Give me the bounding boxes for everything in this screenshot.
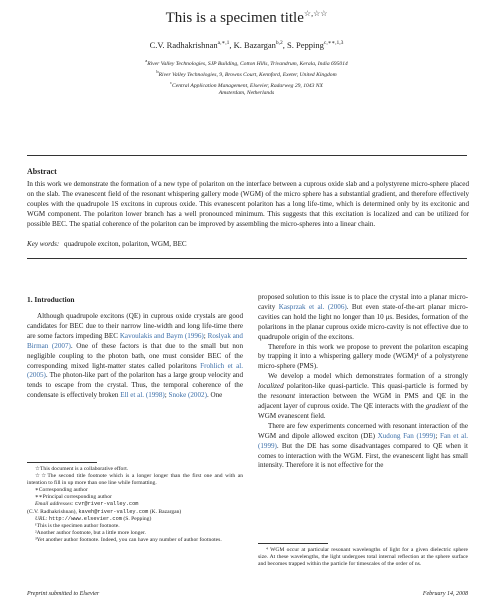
- text-run: There are few experiments concerned with resonant interaction of the WGM and dipole allowed exciton (DE): [258, 421, 468, 440]
- abstract-bottom-rule: [27, 258, 467, 259]
- footnote: ∗∗Principal corresponding author: [35, 494, 112, 501]
- footnotes-left: [27, 466, 243, 544]
- paragraph: [258, 293, 468, 343]
- citation-link[interactable]: Frohlich et al. (2005): [27, 361, 243, 380]
- text-run: polariton-like quasi-particle. This quasi-particle is formed by the: [258, 382, 468, 401]
- email-label: Email addresses:: [35, 501, 74, 508]
- title-text: This is a specimen title: [165, 10, 304, 26]
- author-marks: c,∗∗,1,3: [323, 40, 344, 47]
- footnote-url: [27, 516, 243, 523]
- affiliation-mark: c: [170, 80, 173, 86]
- keywords: [27, 240, 469, 248]
- text-run: proposed solution to this issue is to place the crystal into a planar micro-cavity: [258, 293, 468, 311]
- abstract-heading: Abstract: [27, 167, 57, 176]
- emphasis: resonant: [270, 392, 296, 401]
- citation-link[interactable]: Ell et al. (1998): [120, 391, 165, 400]
- text-run: We develop a model which demonstrates formation of a strongly: [268, 372, 468, 381]
- affiliation-mark: a: [145, 58, 148, 63]
- citation-link[interactable]: Kavoulakis and Baym (1996): [119, 331, 204, 340]
- text-run: . But even state-of-the-art planar micro-cavities can hold the light no longer than 10 μs. Besides, formation of the polaritons in the planar cuprous oxide micro-cavity is not effective due to quadrupole origin of the excitons.: [258, 302, 469, 341]
- title-marks: ☆,☆☆: [303, 9, 328, 18]
- paragraph: [258, 422, 468, 472]
- text-run: . One: [206, 391, 223, 400]
- keywords-label: Key words:: [27, 240, 60, 248]
- text-run: (C.V. Radhakrishnan),: [27, 508, 77, 515]
- text-run: ;: [435, 431, 440, 440]
- paragraph: Therefore in this work we propose to prevent the polariton escaping by trapping it into a whispering gallery mode (WGM)⁴ of a polystyrene micro-sphere (PMS).: [258, 342, 468, 371]
- url-link[interactable]: http://www.elsevier.com: [48, 515, 122, 522]
- text-run: of the WGM evanescent field.: [258, 401, 469, 420]
- footnote-rule: [27, 462, 97, 463]
- footer-left: Preprint submitted to Elsevier: [27, 591, 100, 597]
- keywords-text: quadrupole exciton, polariton, WGM, BEC: [64, 240, 187, 248]
- footnote-email: [27, 501, 243, 508]
- footnote: ☆This document is a collaborative effort.: [35, 466, 129, 472]
- emphasis: localized: [258, 382, 284, 391]
- affiliation: [0, 57, 493, 68]
- email-link[interactable]: cvr@river-valley.com: [74, 501, 139, 508]
- affiliation-text: River Valley Technologies, SJP Building, Cotton Hills, Trivandrum, Kerala, India 695014: [147, 60, 348, 67]
- author-name: S. Pepping: [287, 40, 324, 50]
- text-run: ;: [203, 331, 208, 340]
- citation-link[interactable]: Kasprzak et al. (2006): [278, 302, 347, 311]
- footnote: ¹This is the specimen author footnote.: [35, 522, 120, 529]
- emphasis: gradient: [425, 401, 450, 410]
- text-run: ;: [164, 391, 169, 400]
- footnote: ²Another author footnote, but a little more longer.: [35, 529, 146, 536]
- text-run: . But the DE has some disadvantages compared to QE when it comes to interaction with the WGM. First, the evanescent light has small intensity. Therefore it is not effective for the: [258, 441, 468, 470]
- paragraph: [258, 372, 468, 422]
- affiliation: [0, 90, 493, 97]
- affiliation-text: Central Application Management, Elsevier, Radarweg 29, 1043 NX: [172, 83, 323, 90]
- paragraph: [27, 312, 243, 401]
- affiliation-text: Amsterdam, Netherlands: [218, 90, 275, 97]
- author-name: K. Bazargan: [233, 40, 276, 50]
- footer-right: February 14, 2008: [422, 591, 468, 597]
- abstract-top-rule: [27, 155, 467, 156]
- text-run: Although quadrupole excitons (QE) in cuprous oxide crystals are good candidates for BEC due to their narrow line-width and long life-time there are some factors impeding BEC: [27, 312, 243, 340]
- left-column: [27, 312, 243, 401]
- affiliation-mark: b: [156, 69, 159, 75]
- footnote: ∗Corresponding author: [35, 487, 88, 494]
- author-marks: b,2: [275, 40, 283, 47]
- affiliation-text: River Valley Technologies, 9, Browns Court, Kennford, Exeter, United Kingdom: [158, 72, 337, 79]
- footnote: ☆☆The second title footnote which is a longer longer than the first one and with an intention to fill in up more than one line while formatting.: [27, 473, 243, 487]
- text-run: (K. Bazargan): [149, 508, 182, 515]
- email-link[interactable]: kaveh@river-valley.com: [78, 508, 149, 515]
- text-run: . One of these factors is that due to the small but non negligible coupling to the photon bath, one must consider BEC of the corresponding mixed light-matter states called polaritons: [27, 341, 244, 370]
- author-list: C.V. Radhakrishnan$^{a,∗,1}$, K. Bazargan$^{b,2}$, S. Pepping$^{c,∗∗,1,3}$: [149, 40, 344, 50]
- affiliations: [0, 57, 493, 98]
- footnote-rule: [258, 543, 328, 544]
- citation-link[interactable]: Xudong Fan (1999): [377, 431, 436, 440]
- url-label: URL:: [35, 515, 48, 522]
- citation-link[interactable]: Fan et al. (1999): [258, 431, 468, 450]
- paper-title: [0, 10, 493, 27]
- text-run: . The photon-like part of the polariton has a large group velocity and tends to escape from the crystal. Thus, the temporal coherence of the condensate is effectively broken: [27, 371, 243, 400]
- right-column: [258, 293, 468, 471]
- section-heading: 1. Introduction: [27, 295, 75, 304]
- text-run: (S. Pepping): [123, 515, 152, 522]
- footnote: ³Yet another author footnote. Indeed, you can have any number of author footnotes.: [35, 536, 222, 543]
- author-marks: a,∗,1: [217, 40, 230, 47]
- affiliation: [0, 79, 493, 90]
- footnote-email-cont: [27, 509, 243, 516]
- author-name: C.V. Radhakrishnan: [149, 40, 218, 50]
- affiliation: [0, 68, 493, 79]
- footnote-wgm: ⁴ WGM occur at particular resonant wavelengths of light for a given dielectric sphere size. At these wavelengths, the light undergoes total internal reflection at the sphere surface and becomes trapped within the particle for timescales of the order of ns.: [258, 547, 468, 568]
- text-run: interaction between the WGM in PMS and QE in the adjacent layer of cuprous oxide. The QE interacts with the: [258, 392, 468, 410]
- citation-link[interactable]: Roslyak and Birman (2007): [27, 331, 243, 350]
- citation-link[interactable]: Snoke (2002): [168, 391, 207, 400]
- abstract-text: In this work we demonstrate the formation of a new type of polariton on the interface between a cuprous oxide slab and a polystyrene micro-sphere placed on the slab. The evanescent field of the resonant whispering gallery mode (WGM) of the micro sphere has a substantial gradient, and therefore effectively couples with the quadrupole 1S excitons in cuprous oxide. This evanescent polariton has a long life-time, which is determined only by its excitonic and WGM component. The polariton lower branch has a well pronounced minimum. This suggests that this excitation is localized and can be utilized for possible BEC. The spatial coherence of the polariton can be improved by assembling the micro-spheres into a linear chain.: [27, 180, 469, 228]
